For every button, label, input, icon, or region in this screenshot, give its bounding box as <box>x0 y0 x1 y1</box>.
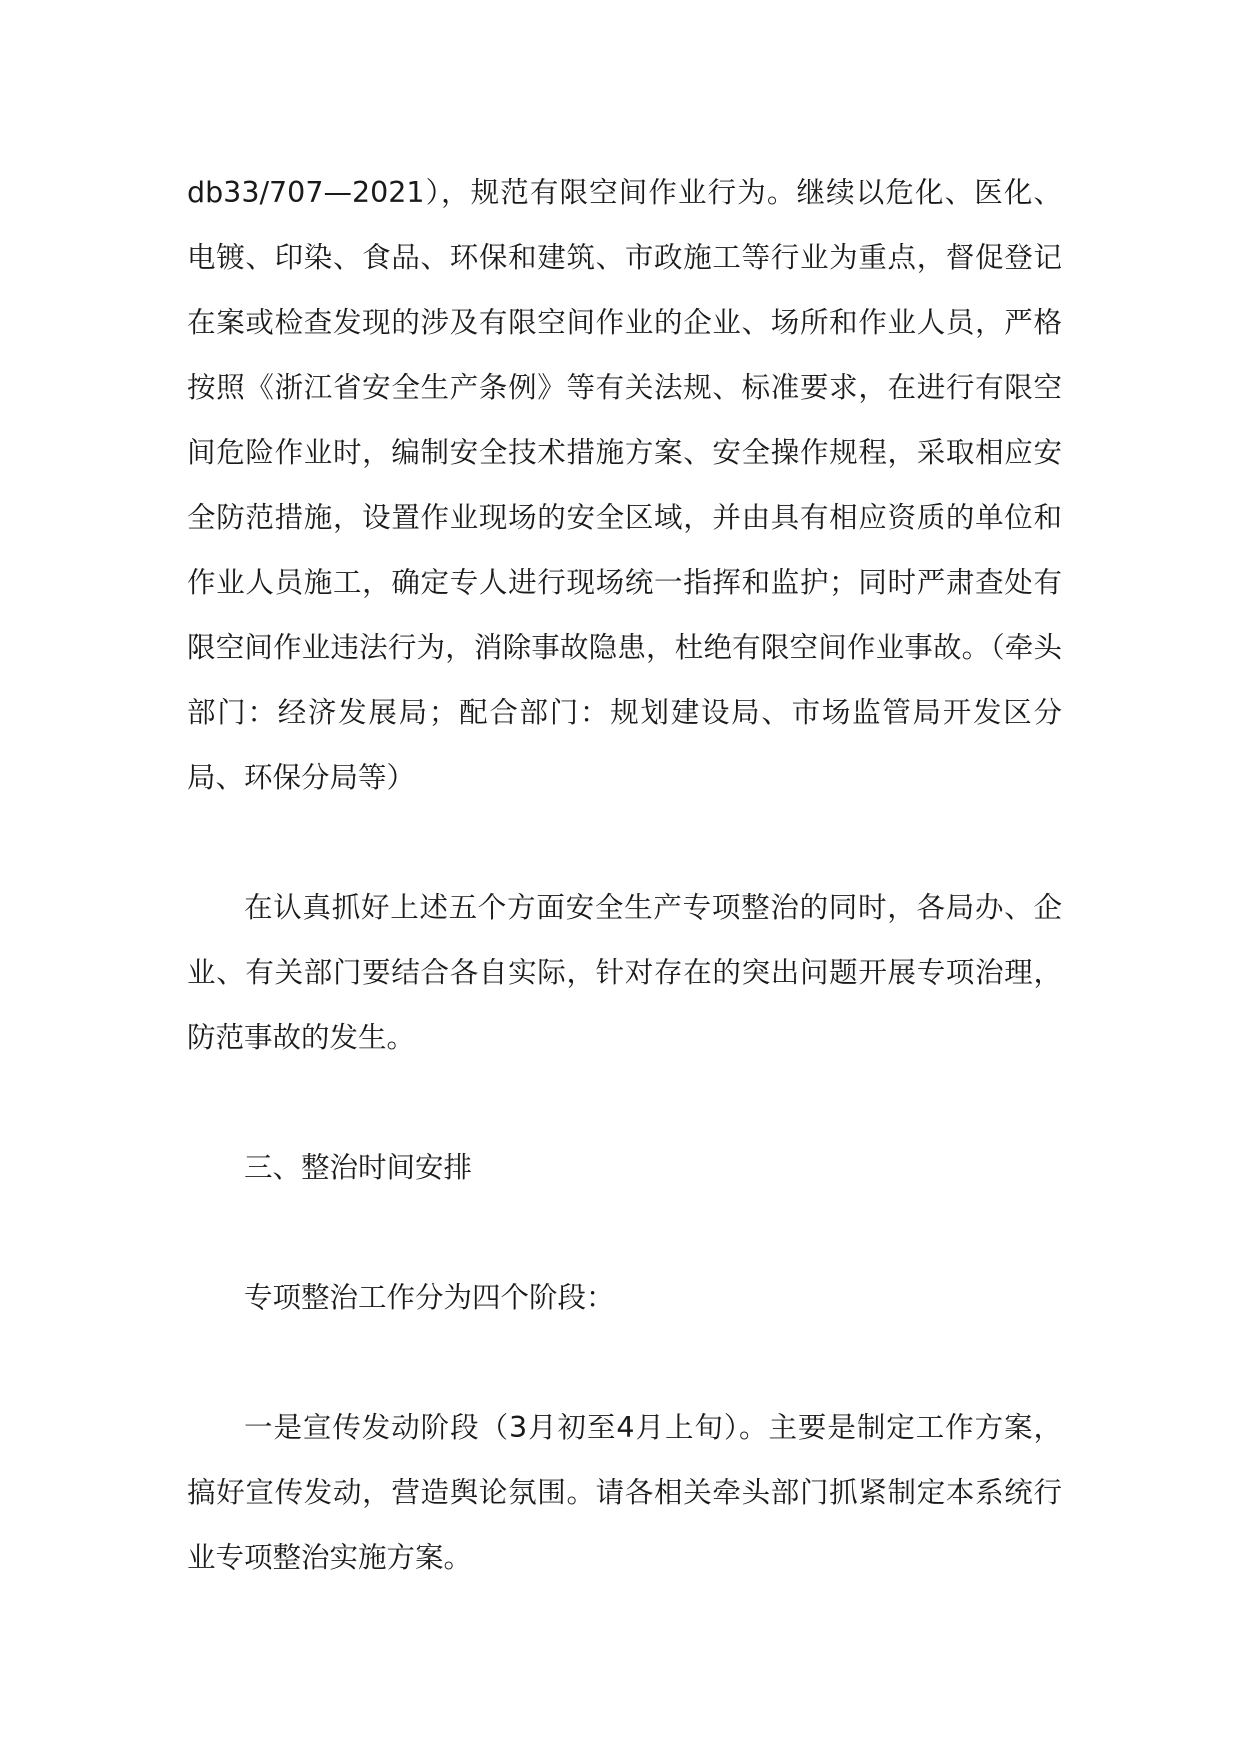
section-heading-schedule: 三、整治时间安排 <box>244 1151 473 1184</box>
paragraph-four-stages-intro: 专项整治工作分为四个阶段： <box>244 1281 615 1314</box>
document-body <box>187 160 1062 1590</box>
paragraph-confined-space-continuation: db33/707—2021），规范有限空间作业行为。继续以危化、医化、电镀、印染、食品、环保和建筑、市政施工等行业为重点，督促登记在案或检查发现的涉及有限空间作业的企业、场所和作业人员，严格按照《浙江省安全生产条例》等有关法规、标准要求，在进行有限空间危险作业时，编制安全技术措施方案、安全操作规程，采取相应安全防范措施，设置作业现场的安全区域，并由具有相应资质的单位和作业人员施工，确定专人进行现场统一指挥和监护；同时严肃查处有限空间作业违法行为，消除事故隐患，杜绝有限空间作业事故。（牵头部门：经济发展局；配合部门：规划建设局、市场监管局开发区分局、环保分局等） <box>187 176 1062 794</box>
paragraph-stage-one: 一是宣传发动阶段（3月初至4月上旬）。主要是制定工作方案，搞好宣传发动，营造舆论氛围。请各相关牵头部门抓紧制定本系统行业专项整治实施方案。 <box>187 1411 1062 1574</box>
paragraph-special-governance: 在认真抓好上述五个方面安全生产专项整治的同时，各局办、企业、有关部门要结合各自实际，针对存在的突出问题开展专项治理，防范事故的发生。 <box>187 891 1062 1054</box>
